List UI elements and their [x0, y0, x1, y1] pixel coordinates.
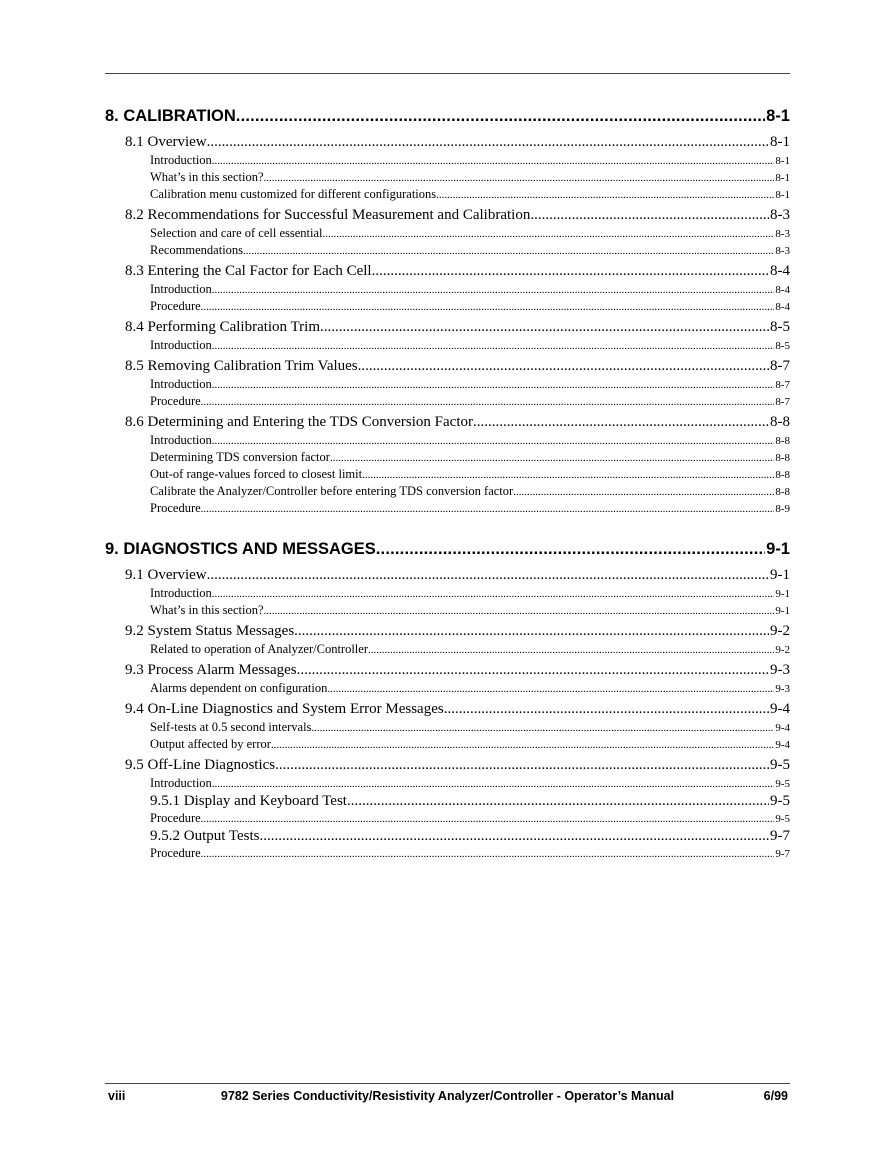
dot-leader [201, 393, 775, 411]
toc-entry-page: 8-3 [775, 228, 790, 240]
toc-item-entry [105, 500, 790, 517]
footer-page-number: viii [108, 1089, 126, 1103]
header-rule [105, 73, 790, 74]
toc-entry-page: 8-1 [775, 155, 790, 167]
toc-entry-title: 8.2 Recommendations for Successful Measurement and Calibration [125, 207, 531, 223]
toc-entry-page: 8-1 [775, 189, 790, 201]
toc-entry-page: 8-8 [775, 486, 790, 498]
toc-section-entry [105, 357, 790, 376]
toc-entry-page: 9-2 [770, 623, 790, 639]
toc-item-entry [105, 432, 790, 449]
toc-entry-page: 8-8 [770, 414, 790, 430]
dot-leader [212, 337, 775, 355]
toc-entry-title: Procedure [150, 811, 201, 825]
toc-entry-page: 9-7 [775, 848, 790, 860]
toc-entry-title: Determining TDS conversion factor [150, 450, 330, 464]
dot-leader [212, 585, 775, 603]
toc-entry-title: Introduction [150, 433, 212, 447]
toc-entry-page: 9-1 [775, 588, 790, 600]
toc-entry-title: Procedure [150, 394, 201, 408]
toc-entry-title: 8.6 Determining and Entering the TDS Conversion Factor [125, 414, 473, 430]
toc-item-entry [105, 298, 790, 315]
toc-item-entry [105, 585, 790, 602]
toc-entry-page: 9-3 [770, 662, 790, 678]
toc-entry-page: 8-4 [770, 263, 790, 279]
dot-leader [275, 756, 769, 775]
toc-item-entry [105, 641, 790, 658]
toc-entry-page: 9-4 [775, 722, 790, 734]
toc-entry-title: Introduction [150, 377, 212, 391]
toc-entry-page: 8-4 [775, 284, 790, 296]
toc-entry-title: What’s in this section? [150, 603, 264, 617]
toc-entry-page: 9-5 [770, 793, 790, 809]
toc-entry-title: Calibration menu customized for different configurations [150, 187, 437, 201]
dot-leader [330, 449, 774, 467]
toc-section-entry [105, 262, 790, 281]
toc-entry-page: 9-1 [766, 540, 790, 558]
dot-leader [212, 432, 775, 450]
dot-leader [368, 641, 774, 659]
toc-entry-page: 9-1 [770, 567, 790, 583]
toc-section-entry [105, 413, 790, 432]
toc-item-entry [105, 466, 790, 483]
page-footer [105, 1087, 790, 1105]
toc-item-entry [105, 719, 790, 736]
toc-entry-title: 9.5 Off-Line Diagnostics [125, 757, 276, 773]
toc-entry-title: Introduction [150, 153, 212, 167]
dot-leader [347, 792, 769, 810]
toc-entry-page: 9-5 [775, 813, 790, 825]
toc-entry-page: 8-1 [770, 134, 790, 150]
toc-item-entry [105, 483, 790, 500]
dot-leader [530, 206, 769, 225]
dot-leader [201, 298, 775, 316]
footer-manual-title: 9782 Series Conductivity/Resistivity Analyzer/Controller - Operator’s Manual [220, 1089, 675, 1103]
toc-entry-page: 8-5 [770, 319, 790, 335]
toc-item-entry [105, 169, 790, 186]
toc-item-entry [105, 810, 790, 827]
toc-entry-title: Out-of range-values forced to closest limit [150, 467, 363, 481]
toc-item-entry [105, 602, 790, 619]
toc-entry-title: 9.1 Overview [125, 567, 207, 583]
dot-leader [212, 376, 775, 394]
toc-entry-title: Self-tests at 0.5 second intervals [150, 720, 312, 734]
dot-leader [444, 700, 769, 719]
dot-leader [320, 318, 769, 337]
toc-entry-title: 8.3 Entering the Cal Factor for Each Cell [125, 263, 372, 279]
toc-entry-page: 8-1 [775, 172, 790, 184]
toc-item-entry [105, 376, 790, 393]
toc-section-entry [105, 566, 790, 585]
toc-entry-page: 9-4 [770, 701, 790, 717]
toc-section-entry [105, 622, 790, 641]
toc-entry-page: 8-9 [775, 503, 790, 515]
toc-entry-page: 8-1 [766, 107, 790, 125]
toc-subsection-entry [105, 827, 790, 845]
dot-leader [260, 827, 769, 845]
dot-leader [264, 169, 775, 187]
footer-rule [105, 1083, 790, 1084]
toc-entry-title: Introduction [150, 282, 212, 296]
toc-entry-title: Procedure [150, 846, 201, 860]
toc-entry-title: 8.1 Overview [125, 134, 207, 150]
dot-leader [212, 281, 775, 299]
toc-entry-page: 8-3 [775, 245, 790, 257]
toc-entry-title: Procedure [150, 501, 201, 515]
dot-leader [207, 133, 769, 152]
footer-date: 6/99 [763, 1089, 788, 1103]
toc-item-entry [105, 845, 790, 862]
dot-leader [513, 483, 774, 501]
toc-item-entry [105, 337, 790, 354]
toc-section-entry [105, 700, 790, 719]
toc-entry-page: 9-2 [775, 644, 790, 656]
dot-leader [201, 810, 775, 828]
toc-entry-page: 8-8 [775, 452, 790, 464]
dot-leader [201, 500, 775, 518]
dot-leader [362, 466, 774, 484]
toc-entry-title: Introduction [150, 776, 212, 790]
dot-leader [212, 152, 775, 170]
toc-entry-page: 8-5 [775, 340, 790, 352]
dot-leader [436, 186, 774, 204]
toc-entry-title: 9.5.2 Output Tests [150, 828, 260, 844]
dot-leader [294, 622, 769, 641]
toc-section-entry [105, 756, 790, 775]
toc-item-entry [105, 449, 790, 466]
toc-item-entry [105, 281, 790, 298]
dot-leader [473, 413, 769, 432]
dot-leader [372, 262, 769, 281]
toc-entry-title: Introduction [150, 338, 212, 352]
dot-leader [236, 104, 765, 128]
toc-entry-page: 8-7 [775, 396, 790, 408]
toc-entry-title: 9.2 System Status Messages [125, 623, 295, 639]
toc-section-entry [105, 133, 790, 152]
dot-leader [212, 775, 775, 793]
toc-entry-title: 8.5 Removing Calibration Trim Values [125, 358, 358, 374]
toc-entry-page: 9-7 [770, 828, 790, 844]
toc-section-entry [105, 318, 790, 337]
toc-entry-title: 9.5.1 Display and Keyboard Test [150, 793, 347, 809]
toc-section-entry [105, 661, 790, 680]
toc-entry-title: Recommendations [150, 243, 244, 257]
dot-leader [323, 225, 775, 243]
toc-entry-page: 8-7 [775, 379, 790, 391]
dot-leader [297, 661, 769, 680]
toc-entry-page: 9-1 [775, 605, 790, 617]
toc-entry-page: 8-8 [775, 435, 790, 447]
dot-leader [271, 736, 774, 754]
toc-entry-title: Selection and care of cell essential [150, 226, 323, 240]
dot-leader [311, 719, 774, 737]
toc-entry-title: 9.3 Process Alarm Messages [125, 662, 297, 678]
toc-item-entry [105, 775, 790, 792]
toc-item-entry [105, 393, 790, 410]
toc-entry-title: Output affected by error [150, 737, 271, 751]
toc-entry-title: 8.4 Performing Calibration Trim [125, 319, 320, 335]
toc-entry-title: Introduction [150, 586, 212, 600]
dot-leader [327, 680, 774, 698]
table-of-contents [105, 104, 790, 862]
toc-entry-page: 8-7 [770, 358, 790, 374]
toc-entry-page: 9-4 [775, 739, 790, 751]
toc-item-entry [105, 680, 790, 697]
toc-item-entry [105, 186, 790, 203]
toc-entry-page: 8-3 [770, 207, 790, 223]
toc-entry-title: Procedure [150, 299, 201, 313]
toc-item-entry [105, 736, 790, 753]
toc-entry-page: 8-8 [775, 469, 790, 481]
toc-entry-page: 9-3 [775, 683, 790, 695]
dot-leader [358, 357, 769, 376]
toc-entry-title: What’s in this section? [150, 170, 264, 184]
toc-item-entry [105, 242, 790, 259]
toc-item-entry [105, 225, 790, 242]
toc-item-entry [105, 152, 790, 169]
toc-chapter-entry [105, 104, 790, 128]
toc-entry-page: 9-5 [770, 757, 790, 773]
toc-section-entry [105, 206, 790, 225]
toc-entry-title: Alarms dependent on configuration [150, 681, 328, 695]
toc-entry-title: Related to operation of Analyzer/Controller [150, 642, 368, 656]
toc-chapter-entry [105, 537, 790, 561]
toc-entry-title: Calibrate the Analyzer/Controller before entering TDS conversion factor [150, 484, 514, 498]
toc-entry-title: 8. CALIBRATION [105, 107, 236, 125]
dot-leader [376, 537, 765, 561]
dot-leader [207, 566, 769, 585]
toc-entry-page: 9-5 [775, 778, 790, 790]
toc-entry-title: 9.4 On-Line Diagnostics and System Error Messages [125, 701, 444, 717]
toc-subsection-entry [105, 792, 790, 810]
toc-entry-title: 9. DIAGNOSTICS AND MESSAGES [105, 540, 376, 558]
dot-leader [243, 242, 774, 260]
dot-leader [264, 602, 775, 620]
dot-leader [201, 845, 775, 863]
toc-entry-page: 8-4 [775, 301, 790, 313]
